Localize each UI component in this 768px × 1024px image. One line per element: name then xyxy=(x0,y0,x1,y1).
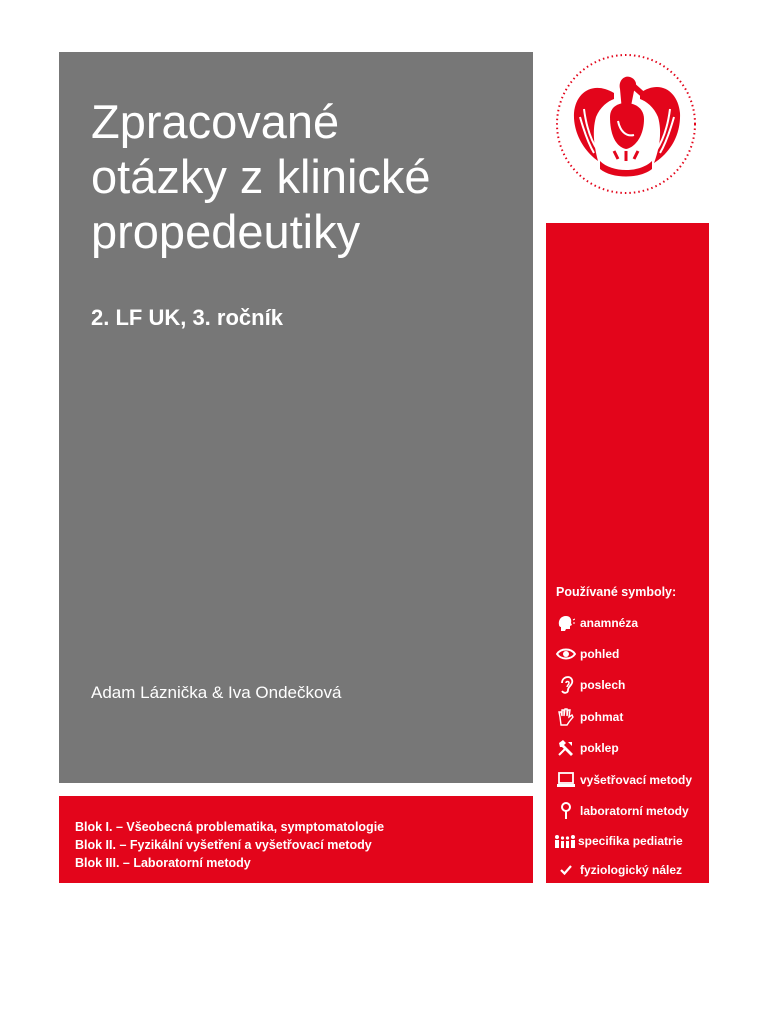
symbol-vysetrovaci-metody: vyšetřovací metody xyxy=(556,770,692,790)
ear-icon xyxy=(556,676,576,694)
title-line-3: propedeutiky xyxy=(91,205,361,258)
family-icon xyxy=(554,832,576,850)
blocks-panel xyxy=(59,796,533,883)
document-subtitle: 2. LF UK, 3. ročník xyxy=(91,305,283,330)
head-speaking-icon xyxy=(556,614,576,632)
title-line-2: otázky z klinické xyxy=(91,150,431,203)
pelican-seal-logo xyxy=(554,51,698,197)
hand-icon xyxy=(556,708,576,726)
symbol-pohled: pohled xyxy=(556,644,619,664)
symbol-anamneza: anamnéza xyxy=(556,613,638,633)
symbols-title: Používané symboly: xyxy=(556,585,677,599)
symbol-fyziologicky-nalez: fyziologický nález xyxy=(556,860,682,880)
block-1: Blok I. – Všeobecná problematika, symptomatologie xyxy=(75,820,385,834)
symbol-poklep: poklep xyxy=(556,738,619,758)
document-title xyxy=(91,94,511,259)
hammer-icon xyxy=(556,739,576,757)
symbols-panel xyxy=(546,223,709,883)
symbol-specifika-pediatrie: specifika pediatrie xyxy=(554,831,683,851)
block-2: Blok II. – Fyzikální vyšetření a vyšetřovací metody xyxy=(75,838,372,852)
symbol-pohmat: pohmat xyxy=(556,707,623,727)
monitor-icon xyxy=(556,771,576,789)
symbol-poslech: poslech xyxy=(556,675,625,695)
title-line-1: Zpracované xyxy=(91,95,340,148)
title-panel xyxy=(59,52,533,783)
authors: Adam Láznička & Iva Ondečková xyxy=(91,683,342,702)
checkmark-icon xyxy=(556,861,576,879)
block-3: Blok III. – Laboratorní metody xyxy=(75,856,251,870)
microscope-icon xyxy=(556,802,576,820)
symbol-laboratorni-metody: laboratorní metody xyxy=(556,801,689,821)
eye-icon xyxy=(556,645,576,663)
